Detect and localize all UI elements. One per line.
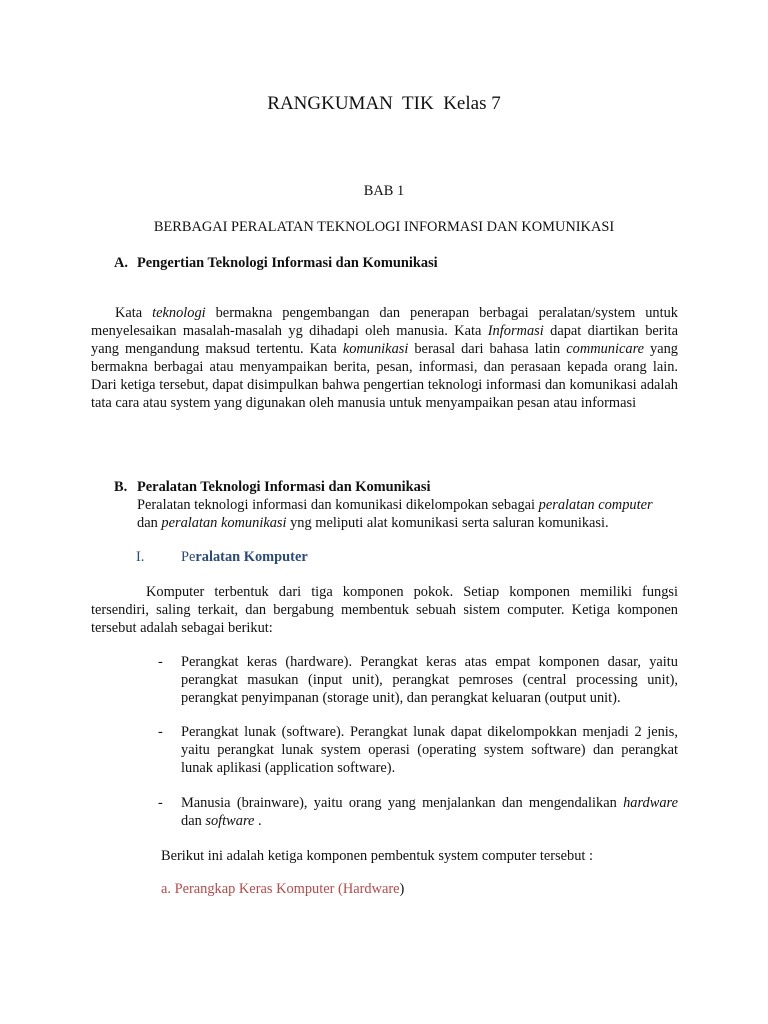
subheading-a xyxy=(161,880,404,898)
bullet-brainware xyxy=(181,794,678,830)
term-hardware: hardware xyxy=(623,795,678,811)
term-communicare: communicare xyxy=(566,341,645,357)
term-peralatan-computer: peralatan computer xyxy=(538,497,653,513)
section-a-marker: A. xyxy=(114,255,128,271)
text-run: dan xyxy=(137,515,162,531)
text-run: dan xyxy=(181,813,206,829)
term-software: software xyxy=(205,813,255,829)
text-run: dapat diartikan berita yang mengandung maksud tertentu. Kata xyxy=(91,323,678,357)
term-komunikasi: komunikasi xyxy=(342,341,409,357)
text-run: Kata xyxy=(115,305,153,321)
subheading-a-text: a. Perangkap Keras Komputer (Hardware xyxy=(161,881,400,897)
text-run: yng meliputi alat komunikasi serta saluran komunikasi. xyxy=(286,515,609,531)
text-run: Manusia (brainware), yaitu orang yang menjalankan dan mengendalikan xyxy=(181,795,624,811)
term-peralatan-komunikasi: peralatan komunikasi xyxy=(161,515,287,531)
subsection-i-heading xyxy=(181,548,308,566)
chapter-title: BERBAGAI PERALATAN TEKNOLOGI INFORMASI DAN KOMUNIKASI xyxy=(153,219,615,235)
section-a-paragraph xyxy=(91,304,678,412)
bullet-dash: - xyxy=(158,654,163,670)
heading-prefix: Pe xyxy=(181,549,196,565)
bullet-hardware: Perangkat keras (hardware). Perangkat keras atas empat komponen dasar, yaitu perangkat masukan (input unit), perangkat pemroses (central processing unit), perangkat penyimpanan (storage unit), dan perangkat keluaran (output unit). xyxy=(181,654,678,706)
heading-rest: ralatan Komputer xyxy=(195,549,308,565)
document-title: RANGKUMAN TIK Kelas 7 xyxy=(267,93,501,114)
section-b-heading: Peralatan Teknologi Informasi dan Komunikasi xyxy=(137,479,431,495)
bullet-dash: - xyxy=(158,724,163,740)
bullet-software: Perangkat lunak (software). Perangkat lunak dapat dikelompokkan menjadi 2 jenis, yaitu perangkat lunak system operasi (operating system software) dan perangkat lunak aplikasi (application software). xyxy=(181,724,678,776)
subsection-i-marker: I. xyxy=(136,549,145,565)
text-run: berasal dari bahasa latin xyxy=(408,341,567,357)
term-teknologi: teknologi xyxy=(152,305,206,321)
text-run: Peralatan teknologi informasi dan komunikasi dikelompokan sebagai xyxy=(137,497,539,513)
text-run: . xyxy=(254,813,262,829)
komputer-paragraph: Komputer terbentuk dari tiga komponen pokok. Setiap komponen memiliki fungsi tersendiri, saling terkait, dan bergabung membentuk sebuah sistem computer. Ketiga komponen tersebut adalah sebagai berikut: xyxy=(91,584,678,636)
term-informasi: Informasi xyxy=(487,323,544,339)
text-run: yang bermakna berbagai atau menyampaikan berita, pesan, informasi, dan perasaan kepada orang lain. Dari ketiga tersebut, dapat disimpulkan bahwa pengertian teknologi informasi dan komunikasi adalah tata cara atau system yang digunakan oleh manusia untuk menyampaikan pesan atau informasi xyxy=(91,341,679,411)
section-a-heading: Pengertian Teknologi Informasi dan Komunikasi xyxy=(137,255,438,271)
chapter-label: BAB 1 xyxy=(363,183,405,199)
bullet-dash: - xyxy=(158,795,163,811)
section-b-paragraph xyxy=(137,496,678,532)
text-run: bermakna pengembangan dan penerapan berbagai peralatan/system untuk menyelesaikan masalah-masalah yg dihadapi oleh manusia. Kata xyxy=(91,305,678,339)
closing-line: Berikut ini adalah ketiga komponen pembentuk system computer tersebut : xyxy=(161,848,594,864)
subheading-a-close: ) xyxy=(399,881,405,897)
section-b-marker: B. xyxy=(114,479,128,495)
